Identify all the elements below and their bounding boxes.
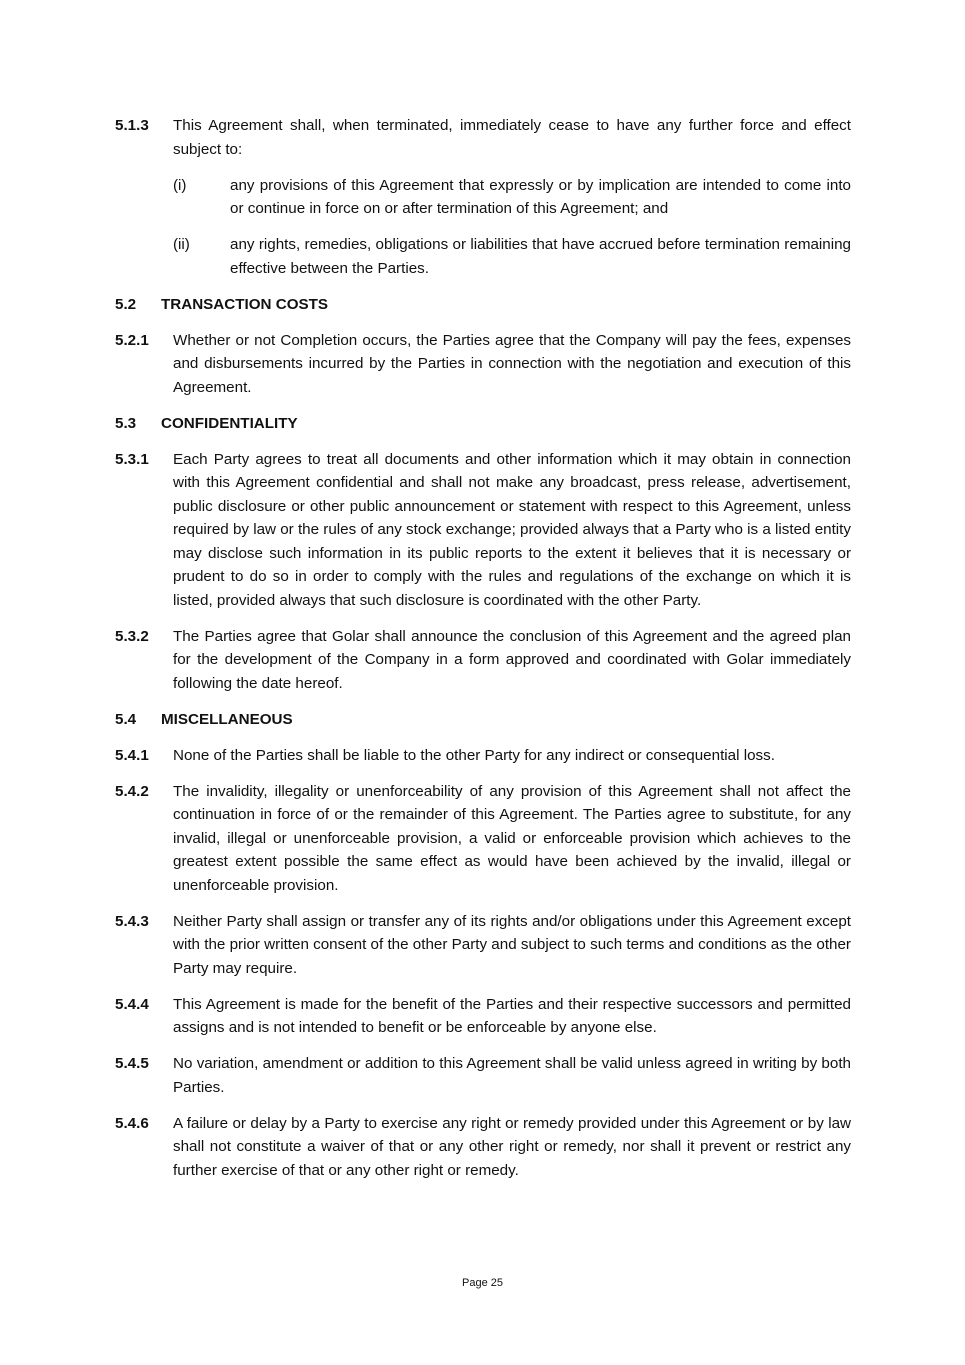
- document-page: [115, 114, 851, 1195]
- sub-item-label: (i): [173, 176, 187, 194]
- sub-item-ii: [173, 233, 851, 280]
- section-title: MISCELLANEOUS: [161, 710, 293, 728]
- clause-number: 5.4.1: [115, 746, 149, 764]
- clause-5-1-3: [115, 114, 851, 161]
- clause-number: 5.2.1: [115, 331, 149, 349]
- clause-text: Whether or not Completion occurs, the Parties agree that the Company will pay the fees, expenses and disbursements incurred by the Parties in connection with the negotiation and execution of this Agreement.: [173, 331, 851, 396]
- page-footer: [0, 1275, 965, 1291]
- clause-number: 5.3.2: [115, 627, 149, 645]
- clause-number: 5.4.5: [115, 1055, 149, 1072]
- clause-text: The Parties agree that Golar shall announce the conclusion of this Agreement and the agreed plan for the development of the Company in a form approved and coordinated with Golar immediately following the date hereof.: [173, 627, 851, 692]
- clause-5-3-2: [115, 625, 851, 696]
- clause-5-4-4: [115, 993, 851, 1040]
- section-number: 5.2: [115, 295, 137, 313]
- sub-item-label: (ii): [173, 236, 190, 253]
- section-heading-5-3: [115, 412, 851, 436]
- clause-text: No variation, amendment or addition to this Agreement shall be valid unless agreed in writing by both Parties.: [173, 1055, 851, 1096]
- clause-5-4-5: [115, 1052, 851, 1099]
- clause-text: This Agreement shall, when terminated, immediately cease to have any further force and effect subject to:: [173, 117, 851, 158]
- clause-5-4-2: [115, 780, 851, 898]
- clause-5-2-1: [115, 329, 851, 400]
- section-heading-5-4: [115, 708, 851, 732]
- clause-5-3-1: [115, 448, 851, 613]
- clause-5-4-1: [115, 744, 851, 768]
- clause-number: 5.4.2: [115, 782, 149, 800]
- sub-item-text: any rights, remedies, obligations or liabilities that have accrued before termination remaining effective between the Parties.: [230, 236, 851, 277]
- clause-text: Each Party agrees to treat all documents and other information which it may obtain in connection with this Agreement confidential and shall not make any broadcast, press release, advertisement, public disclosure or other public announcement or statement with respect to this Agreement, unless required by law or the rules of any stock exchange; provided always that a Party who is a listed entity may disclose such information in its public reports to the extent it believes that it is necessary or prudent to do so in order to comply with the rules and regulations of the exchange on which it is listed, provided always that such disclosure is coordinated with the other Party.: [173, 450, 851, 609]
- clause-5-4-6: [115, 1112, 851, 1183]
- clause-number: 5.1.3: [115, 117, 149, 134]
- section-title: TRANSACTION COSTS: [161, 295, 329, 313]
- clause-text: None of the Parties shall be liable to the other Party for any indirect or consequential loss.: [173, 746, 775, 764]
- page-number: Page 25: [462, 1277, 503, 1289]
- clause-number: 5.3.1: [115, 450, 149, 468]
- section-heading-5-2: [115, 293, 851, 317]
- section-number: 5.3: [115, 414, 137, 432]
- clause-text: A failure or delay by a Party to exercise any right or remedy provided under this Agreement or by law shall not constitute a waiver of that or any other right or remedy, nor shall it prevent or restrict any further exercise of that or any other right or remedy.: [173, 1114, 851, 1179]
- clause-text: Neither Party shall assign or transfer any of its rights and/or obligations under this Agreement except with the prior written consent of the other Party and subject to such terms and conditions as the other Party may require.: [173, 912, 851, 977]
- sub-item-text: any provisions of this Agreement that expressly or by implication are intended to come into or continue in force on or after termination of this Agreement; and: [230, 176, 851, 217]
- clause-text: The invalidity, illegality or unenforceability of any provision of this Agreement shall not affect the continuation in force of or the remainder of this Agreement. The Parties agree to substitute, for any invalid, illegal or unenforceable provision, a valid or enforceable provision which achieves to the greatest extent possible the same effect as would have been achieved by the invalid, illegal or unenforceable provision.: [173, 782, 851, 894]
- clause-number: 5.4.3: [115, 912, 149, 930]
- clause-5-4-3: [115, 910, 851, 981]
- sub-item-i: [173, 174, 851, 221]
- clause-text: This Agreement is made for the benefit of the Parties and their respective successors and permitted assigns and is not intended to benefit or be enforceable by anyone else.: [173, 995, 851, 1036]
- section-number: 5.4: [115, 710, 137, 728]
- section-title: CONFIDENTIALITY: [161, 414, 298, 432]
- clause-number: 5.4.6: [115, 1114, 149, 1132]
- clause-number: 5.4.4: [115, 995, 149, 1013]
